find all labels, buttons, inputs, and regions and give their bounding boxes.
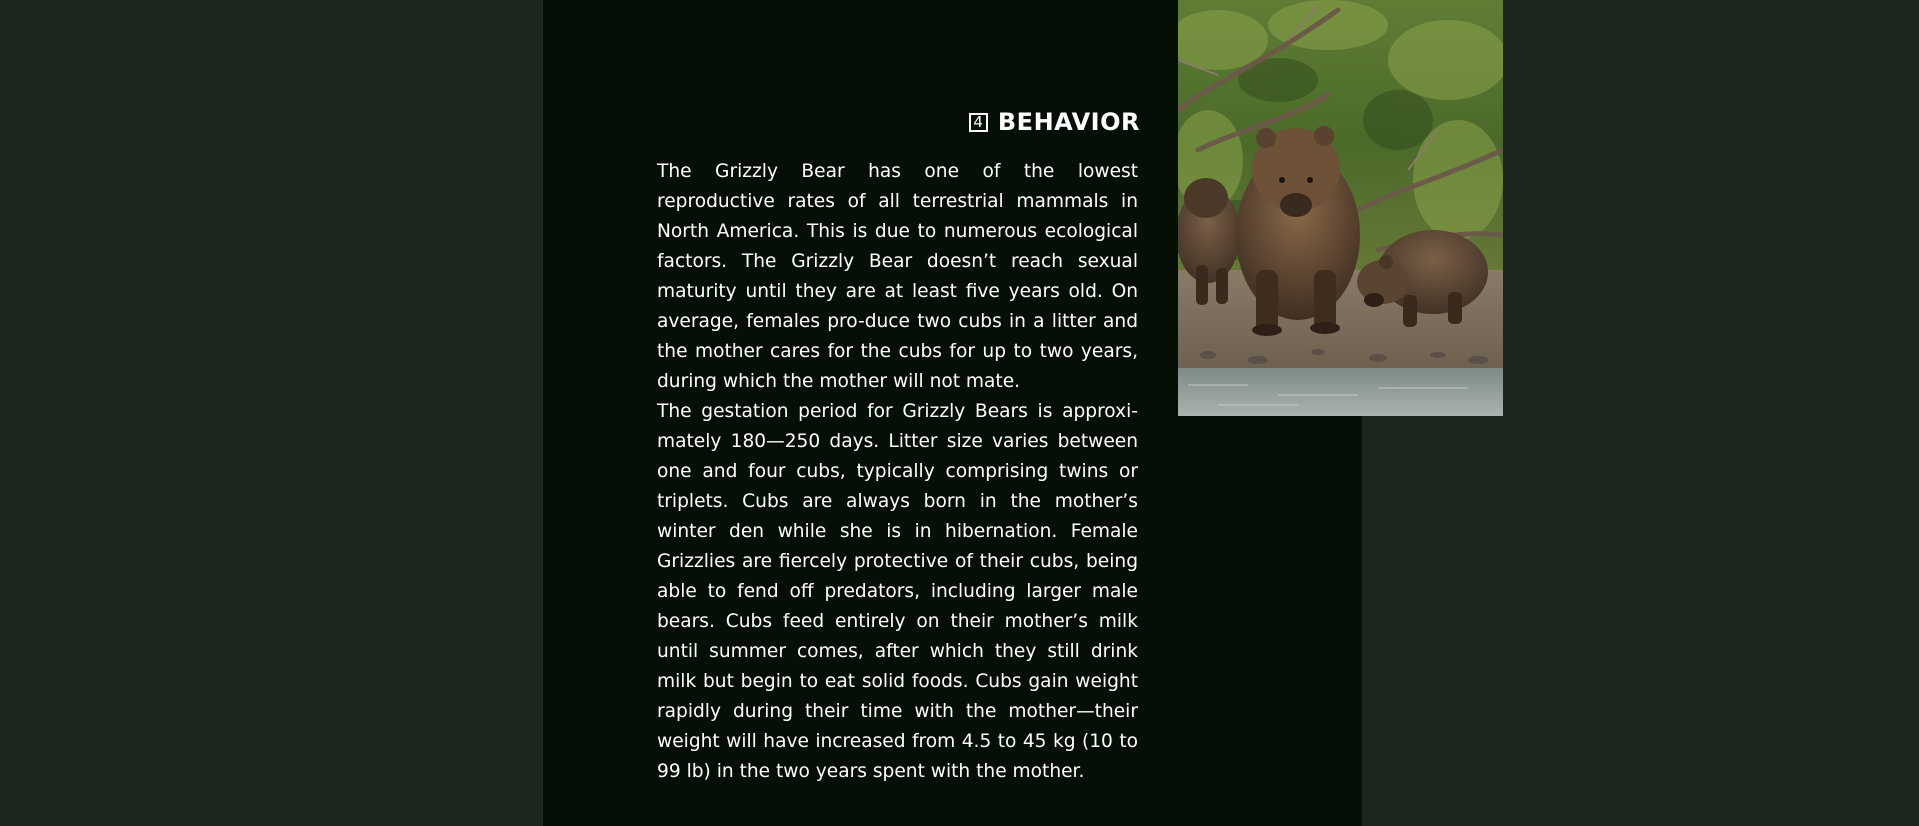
paragraph: The gestation period for Grizzly Bears is approxi-mately 180—250 days. Litter size varies between one and four cubs, typically comprising twins or triplets. Cubs are always born in the mother’s winter den while she is in hibernation. Female Grizzlies are fiercely protective of their cubs, being able to fend off predators, including larger male bears. Cubs feed entirely on their mother’s milk until summer comes, after which they still drink milk but begin to eat solid foods. Cubs gain weight rapidly during their time with the mother—their weight will have increased from 4.5 to 45 kg (10 to 99 lb) in the two years spent with the mother. [657, 401, 1138, 782]
paragraph: The Grizzly Bear has one of the lowest reproductive rates of all terrestrial mammals in North America. This is due to numerous ecological factors. The Grizzly Bear doesn’t reach sexual maturity until they are at least five years old. On average, females pro-duce two cubs in a litter and the mother cares for the cubs for up to two years, during which the mother will not mate. [657, 161, 1138, 392]
bear-family-photo [1178, 0, 1503, 416]
section-number-badge: 4 [969, 113, 988, 132]
section-title: BEHAVIOR [997, 108, 1140, 136]
bear-photo-illustration [1178, 0, 1503, 416]
article-body [657, 157, 1138, 787]
section-heading [657, 108, 1140, 136]
